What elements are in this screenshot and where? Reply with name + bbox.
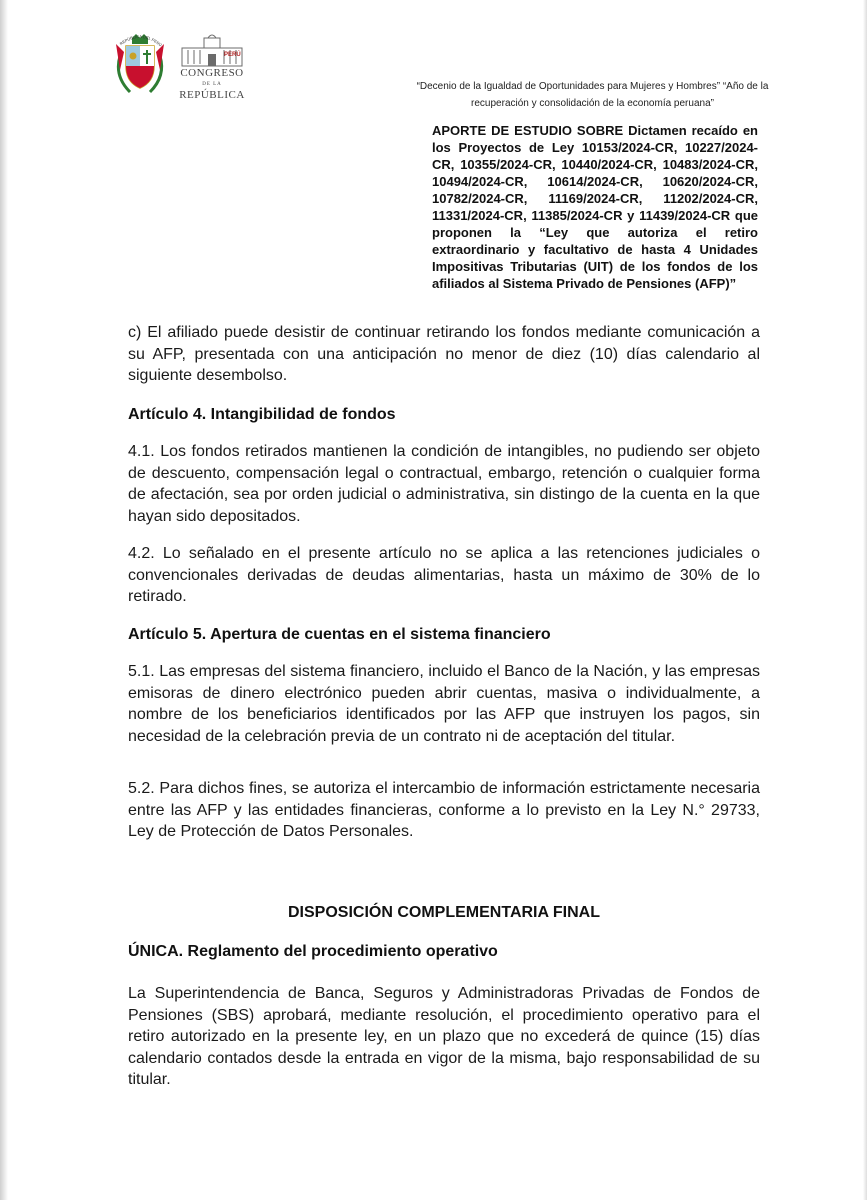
congress-line-1: CONGRESO <box>180 67 244 79</box>
paragraph-5-2: 5.2. Para dichos fines, se autoriza el intercambio de información estrictamente necesaria entre las AFP y las entidades financieras, conforme a lo previsto en la Ley N.° 29733, Ley de Protección de Datos Personales. <box>128 780 760 840</box>
coat-of-arms-caption: REPÚBLICA DEL PERÚ <box>118 33 163 48</box>
article-4-heading: Artículo 4. Intangibilidad de fondos <box>128 406 396 423</box>
page-right-shadow <box>863 0 867 1200</box>
peru-coat-of-arms-icon <box>110 30 170 98</box>
header-logos <box>110 30 250 102</box>
header-motto: “Decenio de la Igualdad de Oportunidades para Mujeres y Hombres” “Año de la recuperación y consolidación de la economía peruana” <box>416 81 769 109</box>
congress-peru-tag: PERÚ <box>224 52 241 58</box>
congress-line-2: DE LA <box>202 82 222 87</box>
page-left-shadow <box>0 0 8 1200</box>
final-provision-heading: DISPOSICIÓN COMPLEMENTARIA FINAL <box>288 904 600 921</box>
paragraph-4-1: 4.1. Los fondos retirados mantienen la condición de intangibles, no pudiendo ser objeto de descuento, compensación legal o contractual, embargo, retención o cualquier forma de afectación, sea por orden judicial o administrativa, sin distingo de la cuenta en la que hayan sido depositados. <box>128 443 760 525</box>
congress-line-3: REPÚBLICA <box>179 89 245 101</box>
unica-heading: ÚNICA. Reglamento del procedimiento operativo <box>128 943 498 960</box>
paragraph-5-1: 5.1. Las empresas del sistema financiero, incluido el Banco de la Nación, y las empresas emisoras de dinero electrónico pueden abrir cuentas, masiva o individualmente, a nombre de los beneficiarios identificados por las AFP que instruyen los pagos, sin necesidad de la celebración previa de un contrato ni de aceptación del titular. <box>128 663 760 745</box>
article-5-heading: Artículo 5. Apertura de cuentas en el sistema financiero <box>128 626 551 643</box>
unica-paragraph: La Superintendencia de Banca, Seguros y Administradoras Privadas de Fondos de Pensiones (SBS) aprobará, mediante resolución, el procedimiento operativo para el retiro autorizado en la presente ley, en un plazo que no excederá de quince (15) días calendario contados desde la entrada en vigor de la misma, bajo responsabilidad de su titular. <box>128 985 760 1088</box>
congress-wordmark <box>176 52 248 101</box>
paragraph-c: c) El afiliado puede desistir de continuar retirando los fondos mediante comunicación a su AFP, presentada con una anticipación no menor de diez (10) días calendario al siguiente desembolso. <box>128 324 760 384</box>
study-title: APORTE DE ESTUDIO SOBRE Dictamen recaído en los Proyectos de Ley 10153/2024-CR, 10227/2024-CR, 10355/2024-CR, 10440/2024-CR, 10483/2024-CR, 10494/2024-CR, 10614/2024-CR, 10620/2024-CR, 10782/2024-CR, 11169/2024-CR, 11202/2024-CR, 11331/2024-CR, 11385/2024-CR y 11439/2024-CR que proponen la “Ley que autoriza el retiro extraordinario y facultativo de hasta 4 Unidades Impositivas Tributarias (UIT) de los fondos de los afiliados al Sistema Privado de Pensiones (AFP)” <box>432 123 758 291</box>
paragraph-4-2: 4.2. Lo señalado en el presente artículo no se aplica a las retenciones judiciales o convencionales derivadas de deudas alimentarias, hasta un máximo de 30% de lo retirado. <box>128 545 760 605</box>
